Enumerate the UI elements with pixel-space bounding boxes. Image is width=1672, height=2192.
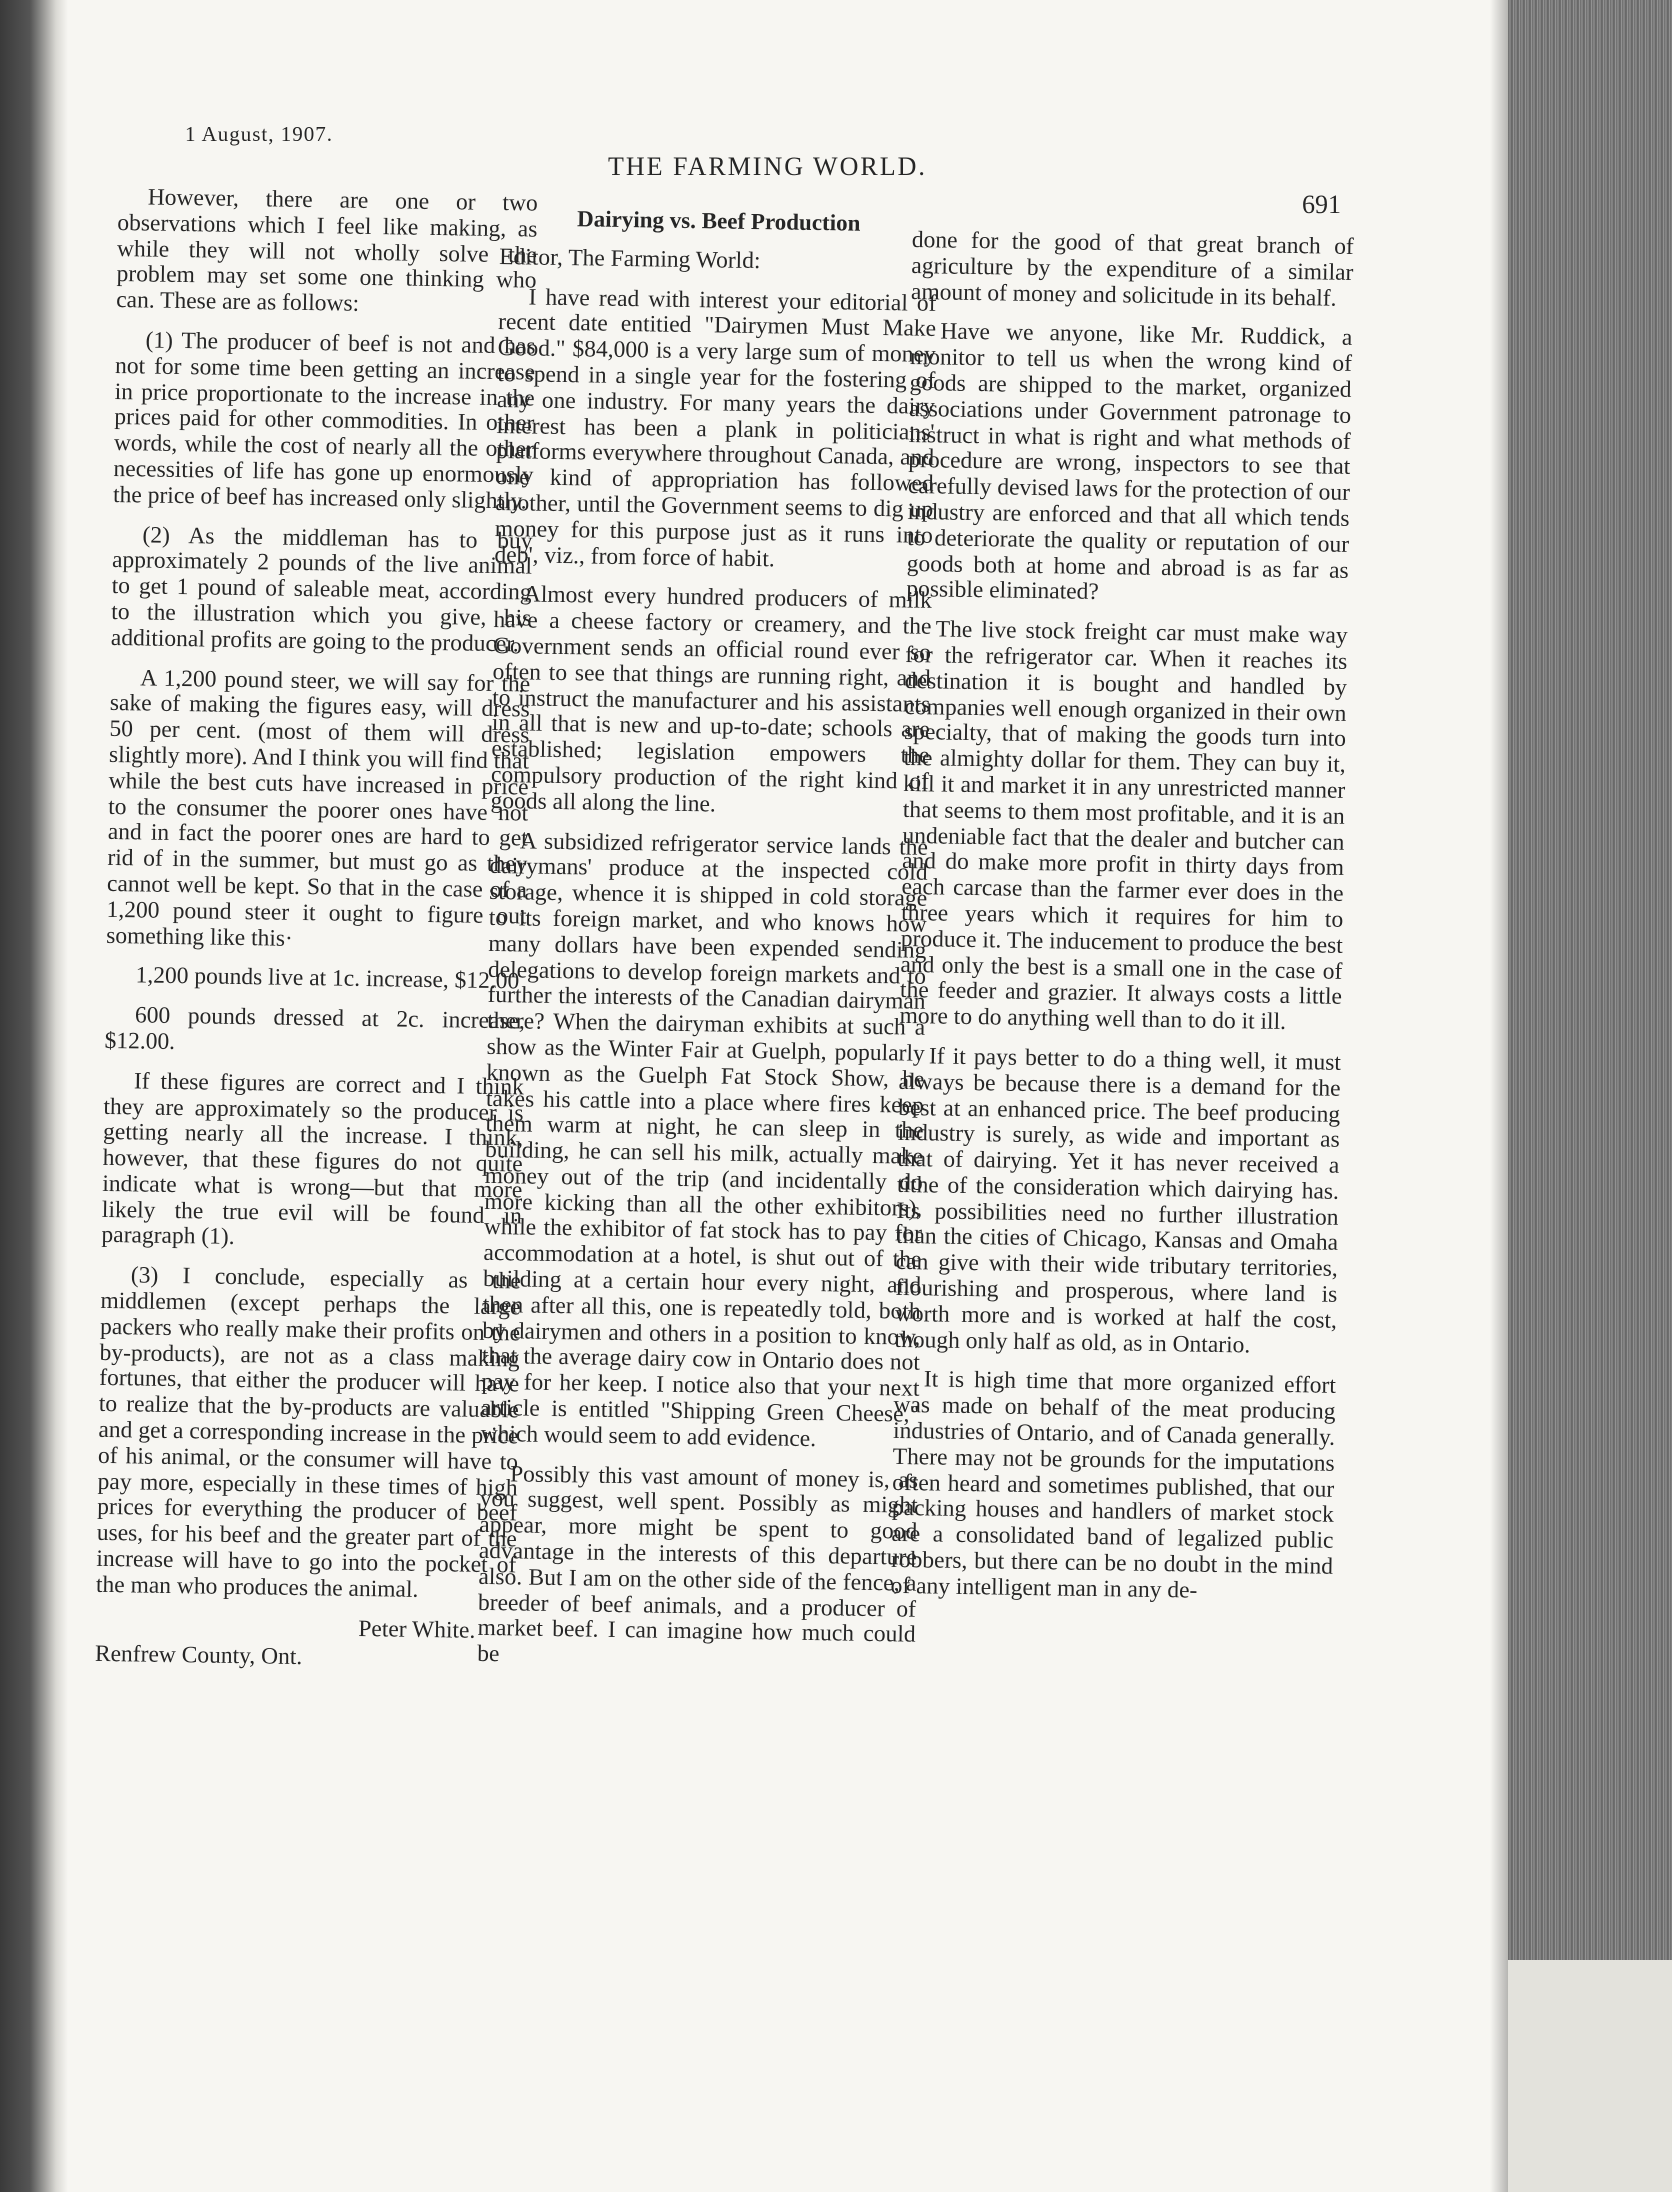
column-right bbox=[890, 228, 1354, 1620]
issue-date: 1 August, 1907. bbox=[185, 122, 334, 146]
paragraph: A subsidized refrigerator service lands the dairymans' produce at the inspected cold storage, whence it is shipped in cold storage to its foreign market, and who knows how many dollars have been expended sending delegations to develop foreign markets and to further the interests of the Canadian dairyman there? When the dairyman exhibits at such a show as the Winter Fair at Guelph, popularly known as the Guelph Fat Stock Show, he takes his cattle into a place where fires keep them warm at night, he can sleep in the building, he can sell his milk, actually make money out of the trip (and incidentally do more kicking than all the other exhibitors), while the exhibitor of fat stock has to pay for accommodation at a hotel, is shut out of the building at a certain hour every night, and then after all this, one is repeatedly told, both by dairymen and others in a position to know, that the average dairy cow in Ontario does not pay for her keep. I notice also that your next article is entitled "Shipping Green Cheese," which would seem to add evidence. bbox=[480, 827, 929, 1452]
paragraph: (1) The producer of beef is not and has not for some time been getting an increase in price proportionate to the increase in the prices paid for other commodities. In other words, while the cost of nearly all the other necessities of life has gone up enormously the price of beef has increased only slightly. bbox=[112, 327, 536, 515]
paragraph: 1,200 pounds live at 1c. increase, $12.00 bbox=[135, 962, 520, 995]
page-number: 691 bbox=[1302, 190, 1341, 219]
author-location: Renfrew County, Ont. bbox=[94, 1641, 303, 1671]
paragraph: (2) As the middleman has to buy approximately 2 pounds of the live animal to get 1 pound of saleable meat, according to the illustration which you give, his additional profits are going to the producer. bbox=[110, 521, 533, 658]
paragraph: If it pays better to do a thing well, it must always be because there is a demand for the best at an enhanced price. The beef producing industry is surely, as wide and important as that of dairying. Yet it has never received a tithe of the consideration which dairying has. Its possibilities need no further illustration than the cities of Chicago, Kansas and Omaha can give with their wide tributary territories, flourishing and prosperous, where land is worth more and is worked at half the cost, though only half as old, as in Ontario. bbox=[894, 1043, 1342, 1359]
book-page-edges bbox=[1508, 0, 1672, 2192]
paragraph: done for the good of that great branch of agriculture by the expenditure of a similar amount of money and solicitude in its behalf. bbox=[910, 227, 1354, 312]
paragraph: I have read with interest your editorial of recent date entitied "Dairymen Must Make Good." $84,000 is a very large sum of money to spend in a single year for the fostering of any one industry. For many years the dairy interest has been a plank in politicians' platforms everywhere throughout Canada, and one kind of appropriation has followed another, until the Government seems to dig up money for this purpose just as it runs into deb', viz., from force of habit. bbox=[494, 284, 937, 572]
publication-title: THE FARMING WORLD. bbox=[608, 152, 927, 181]
article-title: Dairying vs. Beef Production bbox=[576, 206, 861, 236]
author-signature: Peter White. bbox=[358, 1615, 476, 1644]
column-left bbox=[94, 185, 537, 1689]
paragraph: The live stock freight car must make way for the refrigerator car. When it reaches its destination it is bought and handled by companies well enough organized in their own specialty, that of making the goods turn into the almighty dollar for them. They can buy it, kill it and market it in any unrestricted manner that seems to them most profitable, and it is an undeniable fact that the dealer and butcher can and do make more profit in thirty days from each carcase than the farmer ever does in the three years which it requires for him to produce it. The inducement to produce the best and only the best is a small one in the case of the feeder and grazier. It always costs a little more to do anything well than to do it ill. bbox=[899, 616, 1348, 1036]
book-gutter bbox=[0, 0, 68, 2192]
paragraph: It is high time that more organized effort was made on behalf of the meat producing industries of Ontario, and of Canada generally. There may not be grounds for the imputations often heard and sometimes published, that our packing houses and handlers of market stock are a consolidated band of legalized public robbers, but there can be no doubt in the mind of any intelligent man in any de- bbox=[890, 1366, 1337, 1604]
paragraph: Possibly this vast amount of money is, as you suggest, well spent. Possibly as might appear, more might be spent to good advantage in the interests of this departure also. But I am on the other side of the fence, a breeder of beef animals, and a producer of market beef. I can imagine how much could be bbox=[477, 1460, 919, 1668]
paragraph: A 1,200 pound steer, we will say for the sake of making the figures easy, will dress 50 per cent. (most of them will dress slightly more). And I think you will find that while the best cuts have increased in price to the consumer the poorer ones have not and in fact the poorer ones are hard to get rid of in the summer, but must go as they cannot well be kept. So that in the case of a 1,200 pound steer it ought to figure out something like this· bbox=[106, 664, 531, 952]
salutation: Editor, The Farming World: bbox=[498, 243, 761, 274]
paragraph: Almost every hundred producers of milk have a cheese factory or creamery, and the Government sends an official round ever so often to see that things are running right, and to instruct the manufacturer and his assistants in all that is new and up-to-date; schools are established; legislation empowers the compulsory production of the right kind of goods all along the line. bbox=[490, 581, 933, 818]
scan-background bbox=[1508, 1960, 1672, 2192]
paragraph: However, there are one or two observations which I feel like making, as while they will not wholly solve the problem may set some one thinking who can. These are as follows: bbox=[115, 184, 538, 317]
paragraph: 600 pounds dressed at 2c. increase, $12.00. bbox=[104, 1002, 526, 1055]
paragraph: If these figures are correct and I think they are approximately so the producer is getting nearly all the increase. I think, however, that these figures do not quite indicate what is wrong—but that more likely the true evil will be found in paragraph (1). bbox=[101, 1068, 525, 1251]
paragraph: (3) I conclude, especially as the middlemen (except perhaps the large packers who really make their profits on the by-products), are not as a class making fortunes, that either the producer will have to realize that the by-products are valuable and get a corresponding increase in the price of his animal, or the consumer will have to pay more, especially in these times of high prices for everything the producer of beef uses, for his beef and the greater part of the increase will have to go into the pocket of the man who produces the animal. bbox=[95, 1262, 522, 1603]
paragraph: Have we anyone, like Mr. Ruddick, a monitor to tell us when the wrong kind of goods are shipped to the market, organized associations under Government patronage to instruct in what is right and what methods of procedure are wrong, inspectors to see that carefully devised laws for the protection of our industry are enforced and that all which tends to deteriorate the quality or reputation of our goods both at home and abroad is as far as possible eliminated? bbox=[906, 318, 1353, 606]
column-middle bbox=[477, 205, 938, 1689]
